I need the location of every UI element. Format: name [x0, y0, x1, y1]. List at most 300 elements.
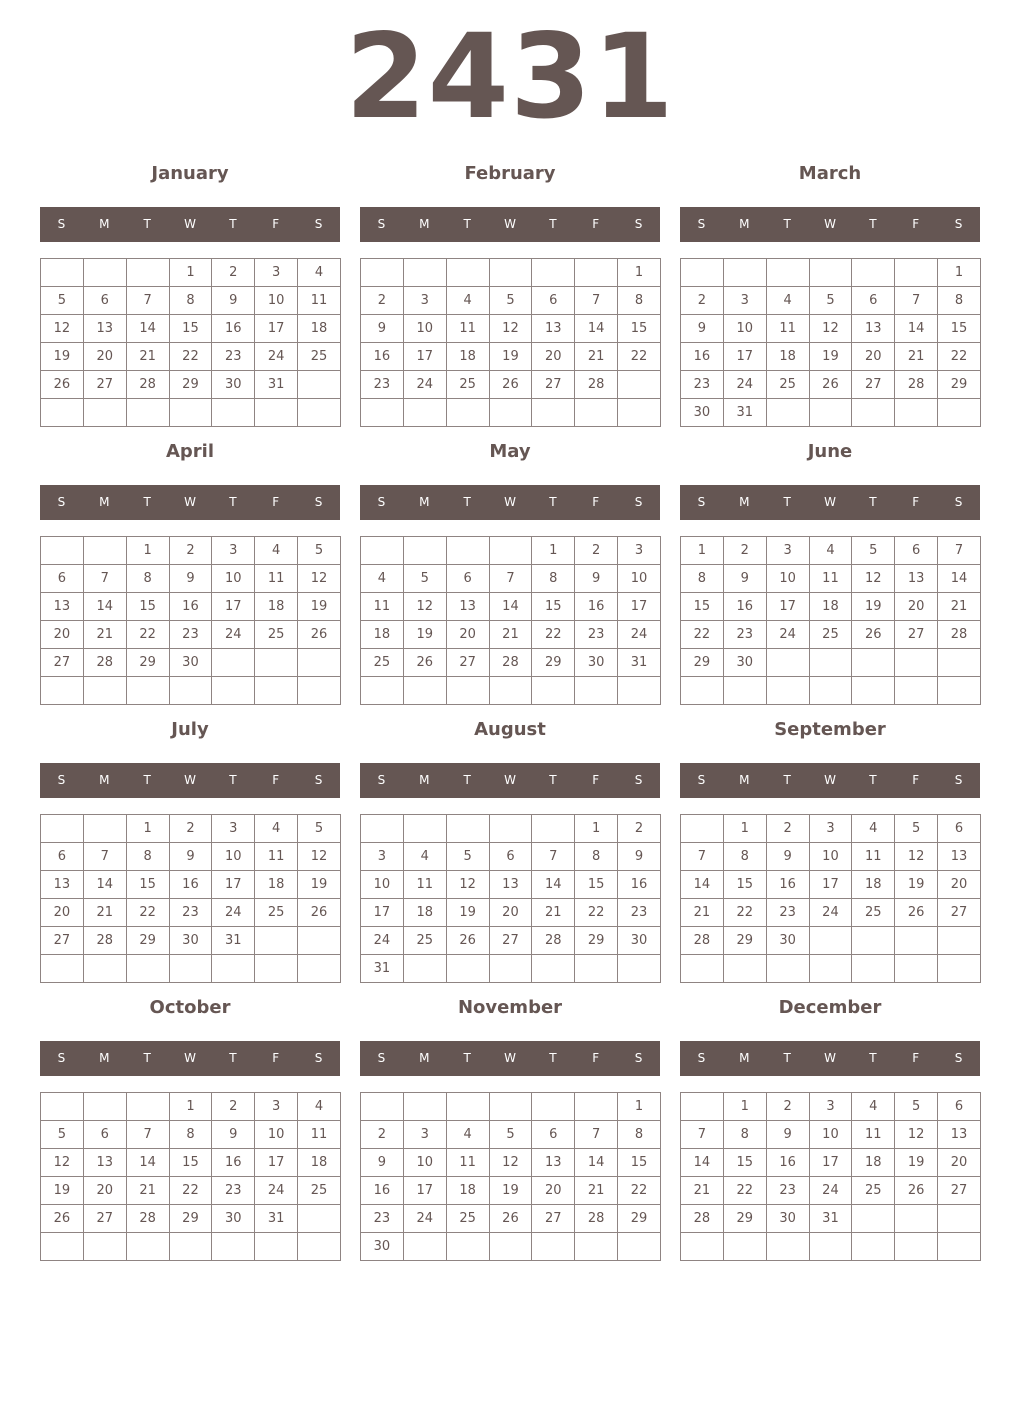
- weekday-label: M: [99, 495, 110, 509]
- day-cell: 17: [255, 1149, 298, 1177]
- day-cell: 28: [126, 371, 169, 399]
- day-cell: 28: [895, 371, 938, 399]
- day-cell: 28: [575, 371, 618, 399]
- day-cell: 5: [41, 287, 84, 315]
- week-row: [41, 649, 341, 677]
- day-cell: 23: [766, 1177, 809, 1205]
- day-cell: [126, 259, 169, 287]
- day-cell: [126, 955, 169, 983]
- weekday-label: S: [377, 217, 386, 231]
- day-cell: 26: [489, 1205, 532, 1233]
- weekday-label: M: [419, 495, 430, 509]
- day-cell: 11: [255, 565, 298, 593]
- day-cell: 28: [532, 927, 575, 955]
- week-row: [681, 871, 981, 899]
- year-title: 2431: [345, 8, 675, 145]
- day-cell: 28: [126, 1205, 169, 1233]
- day-cell: 24: [766, 621, 809, 649]
- day-cell: 11: [298, 1121, 341, 1149]
- weekday-label: S: [634, 217, 643, 231]
- day-cell: [403, 1233, 446, 1261]
- week-row: [41, 1093, 341, 1121]
- day-cell: [298, 927, 341, 955]
- day-cell: 14: [895, 315, 938, 343]
- day-cell: 12: [489, 1149, 532, 1177]
- week-row: [361, 649, 661, 677]
- day-cell: 18: [361, 621, 404, 649]
- day-grid: [680, 814, 981, 983]
- day-cell: [681, 1233, 724, 1261]
- week-row: [41, 537, 341, 565]
- day-cell: [681, 955, 724, 983]
- day-cell: 1: [169, 259, 212, 287]
- week-row: [681, 927, 981, 955]
- day-cell: [723, 1233, 766, 1261]
- day-cell: [212, 649, 255, 677]
- day-cell: 8: [126, 843, 169, 871]
- day-cell: 4: [298, 259, 341, 287]
- day-cell: 22: [938, 343, 981, 371]
- day-cell: 8: [681, 565, 724, 593]
- day-cell: 24: [212, 899, 255, 927]
- day-cell: 10: [809, 843, 852, 871]
- day-cell: 23: [169, 621, 212, 649]
- day-cell: [41, 815, 84, 843]
- day-cell: 20: [446, 621, 489, 649]
- day-cell: [809, 399, 852, 427]
- day-cell: [126, 399, 169, 427]
- day-cell: 30: [766, 1205, 809, 1233]
- day-cell: 10: [723, 315, 766, 343]
- day-cell: 21: [895, 343, 938, 371]
- day-cell: 2: [575, 537, 618, 565]
- day-cell: 7: [575, 1121, 618, 1149]
- day-cell: 14: [681, 1149, 724, 1177]
- month-name: February: [464, 163, 556, 184]
- day-cell: 1: [618, 259, 661, 287]
- weekday-label: T: [143, 773, 151, 787]
- day-cell: 23: [723, 621, 766, 649]
- day-cell: 29: [532, 649, 575, 677]
- day-cell: 30: [169, 649, 212, 677]
- week-row: [681, 1121, 981, 1149]
- day-cell: 18: [852, 1149, 895, 1177]
- day-cell: 14: [126, 1149, 169, 1177]
- day-cell: 2: [618, 815, 661, 843]
- day-cell: 12: [298, 565, 341, 593]
- day-cell: 20: [83, 343, 126, 371]
- week-row: [361, 621, 661, 649]
- day-cell: 1: [723, 1093, 766, 1121]
- day-cell: 15: [618, 1149, 661, 1177]
- day-cell: 25: [446, 1205, 489, 1233]
- day-cell: [212, 1233, 255, 1261]
- day-cell: 8: [126, 565, 169, 593]
- day-grid: [360, 536, 661, 705]
- day-cell: 21: [575, 343, 618, 371]
- day-cell: [852, 1205, 895, 1233]
- day-cell: [618, 677, 661, 705]
- day-cell: 1: [938, 259, 981, 287]
- day-cell: [83, 1233, 126, 1261]
- day-cell: [41, 1093, 84, 1121]
- weekday-label: F: [272, 217, 280, 231]
- week-row: [361, 927, 661, 955]
- weekday-label: S: [314, 495, 323, 509]
- day-cell: 15: [532, 593, 575, 621]
- day-cell: [852, 1233, 895, 1261]
- week-row: [361, 565, 661, 593]
- day-cell: [403, 1093, 446, 1121]
- day-cell: [852, 649, 895, 677]
- day-cell: [532, 259, 575, 287]
- weekday-label: S: [697, 217, 706, 231]
- month-july: [40, 713, 340, 948]
- day-cell: [446, 1233, 489, 1261]
- day-cell: 21: [489, 621, 532, 649]
- day-cell: 31: [255, 1205, 298, 1233]
- day-cell: [489, 399, 532, 427]
- day-cell: 29: [169, 1205, 212, 1233]
- day-cell: 9: [361, 1149, 404, 1177]
- weekday-header: [40, 1041, 340, 1076]
- day-cell: [361, 399, 404, 427]
- day-cell: [766, 649, 809, 677]
- day-cell: 12: [403, 593, 446, 621]
- day-cell: 19: [41, 1177, 84, 1205]
- day-cell: [681, 815, 724, 843]
- day-cell: 19: [895, 1149, 938, 1177]
- day-cell: 3: [212, 815, 255, 843]
- week-row: [361, 899, 661, 927]
- day-cell: 6: [83, 1121, 126, 1149]
- day-cell: 19: [809, 343, 852, 371]
- day-cell: 19: [489, 343, 532, 371]
- month-april: [40, 435, 340, 670]
- day-cell: 11: [446, 1149, 489, 1177]
- day-cell: [938, 399, 981, 427]
- day-cell: [403, 399, 446, 427]
- day-cell: 5: [489, 1121, 532, 1149]
- week-row: [41, 955, 341, 983]
- weekday-label: W: [504, 217, 516, 231]
- week-row: [41, 593, 341, 621]
- day-cell: [255, 1233, 298, 1261]
- day-cell: 31: [212, 927, 255, 955]
- day-cell: 4: [766, 287, 809, 315]
- day-cell: 4: [361, 565, 404, 593]
- day-grid: [40, 814, 341, 983]
- day-cell: 14: [489, 593, 532, 621]
- day-cell: 2: [212, 259, 255, 287]
- day-cell: 15: [618, 315, 661, 343]
- day-cell: 27: [938, 899, 981, 927]
- day-cell: 18: [809, 593, 852, 621]
- day-cell: 31: [361, 955, 404, 983]
- day-cell: 5: [489, 287, 532, 315]
- day-cell: 8: [169, 287, 212, 315]
- weekday-label: S: [954, 773, 963, 787]
- day-cell: [403, 259, 446, 287]
- day-cell: 17: [766, 593, 809, 621]
- week-row: [681, 287, 981, 315]
- day-cell: 9: [169, 843, 212, 871]
- day-cell: [403, 955, 446, 983]
- day-cell: 28: [489, 649, 532, 677]
- weekday-label: W: [504, 495, 516, 509]
- day-cell: 5: [852, 537, 895, 565]
- day-cell: [852, 927, 895, 955]
- day-cell: 17: [618, 593, 661, 621]
- day-cell: 3: [212, 537, 255, 565]
- day-cell: 27: [938, 1177, 981, 1205]
- day-cell: 13: [446, 593, 489, 621]
- day-cell: [489, 815, 532, 843]
- day-cell: 28: [681, 1205, 724, 1233]
- week-row: [681, 955, 981, 983]
- day-cell: 2: [212, 1093, 255, 1121]
- day-cell: 17: [361, 899, 404, 927]
- day-cell: [766, 677, 809, 705]
- week-row: [41, 1233, 341, 1261]
- day-cell: 7: [681, 1121, 724, 1149]
- day-cell: 22: [618, 343, 661, 371]
- weekday-label: T: [229, 773, 237, 787]
- day-cell: [298, 955, 341, 983]
- weekday-label: M: [419, 1051, 430, 1065]
- day-cell: [575, 955, 618, 983]
- day-cell: 21: [83, 621, 126, 649]
- day-cell: [618, 1233, 661, 1261]
- day-cell: 7: [126, 1121, 169, 1149]
- day-cell: 29: [169, 371, 212, 399]
- week-row: [681, 843, 981, 871]
- day-cell: 13: [938, 1121, 981, 1149]
- day-cell: [83, 259, 126, 287]
- day-cell: 27: [852, 371, 895, 399]
- day-cell: 26: [852, 621, 895, 649]
- weekday-label: M: [739, 773, 750, 787]
- day-cell: 30: [575, 649, 618, 677]
- day-cell: 27: [83, 1205, 126, 1233]
- day-cell: 2: [723, 537, 766, 565]
- day-cell: [446, 1093, 489, 1121]
- day-cell: 12: [41, 1149, 84, 1177]
- day-cell: 4: [446, 287, 489, 315]
- week-row: [681, 593, 981, 621]
- day-cell: [255, 399, 298, 427]
- day-cell: 23: [361, 1205, 404, 1233]
- day-cell: 30: [212, 1205, 255, 1233]
- week-row: [361, 371, 661, 399]
- day-cell: 7: [575, 287, 618, 315]
- day-cell: 15: [575, 871, 618, 899]
- day-cell: [895, 1205, 938, 1233]
- weekday-header: [40, 207, 340, 242]
- day-cell: [618, 371, 661, 399]
- day-cell: 22: [723, 1177, 766, 1205]
- day-cell: 21: [938, 593, 981, 621]
- day-cell: [575, 677, 618, 705]
- day-cell: 12: [446, 871, 489, 899]
- day-cell: 20: [938, 871, 981, 899]
- day-cell: 14: [575, 1149, 618, 1177]
- month-name: July: [171, 719, 209, 740]
- month-name: December: [778, 997, 882, 1018]
- weekday-header: [360, 485, 660, 520]
- day-cell: 20: [41, 899, 84, 927]
- day-cell: [83, 537, 126, 565]
- day-cell: 19: [895, 871, 938, 899]
- day-cell: [298, 649, 341, 677]
- day-cell: 22: [532, 621, 575, 649]
- weekday-label: F: [592, 773, 600, 787]
- day-cell: 15: [723, 1149, 766, 1177]
- week-row: [681, 399, 981, 427]
- day-cell: [809, 955, 852, 983]
- day-cell: 18: [446, 343, 489, 371]
- day-cell: 26: [41, 371, 84, 399]
- day-cell: 6: [852, 287, 895, 315]
- day-cell: 3: [403, 287, 446, 315]
- day-cell: 16: [212, 1149, 255, 1177]
- day-cell: 26: [895, 899, 938, 927]
- week-row: [681, 815, 981, 843]
- day-cell: 25: [298, 343, 341, 371]
- day-cell: [489, 955, 532, 983]
- day-cell: 6: [41, 565, 84, 593]
- day-cell: [212, 399, 255, 427]
- day-cell: [83, 815, 126, 843]
- weekday-label: W: [504, 773, 516, 787]
- day-cell: 12: [298, 843, 341, 871]
- day-cell: [766, 259, 809, 287]
- day-cell: 29: [126, 649, 169, 677]
- weekday-label: F: [272, 1051, 280, 1065]
- month-may: [360, 435, 660, 670]
- weekday-label: S: [954, 217, 963, 231]
- week-row: [361, 399, 661, 427]
- week-row: [41, 399, 341, 427]
- day-cell: 27: [895, 621, 938, 649]
- weekday-label: S: [634, 1051, 643, 1065]
- day-cell: 17: [212, 871, 255, 899]
- weekday-label: S: [377, 1051, 386, 1065]
- day-cell: 10: [255, 1121, 298, 1149]
- day-cell: [681, 1093, 724, 1121]
- day-cell: 29: [681, 649, 724, 677]
- week-row: [41, 1205, 341, 1233]
- day-cell: 2: [766, 1093, 809, 1121]
- day-cell: [575, 1093, 618, 1121]
- day-cell: 23: [212, 343, 255, 371]
- day-cell: [852, 955, 895, 983]
- day-cell: [809, 927, 852, 955]
- day-cell: 26: [298, 621, 341, 649]
- day-cell: [403, 677, 446, 705]
- day-cell: 30: [212, 371, 255, 399]
- day-cell: [255, 677, 298, 705]
- day-cell: 19: [489, 1177, 532, 1205]
- day-cell: 30: [766, 927, 809, 955]
- weekday-label: F: [592, 217, 600, 231]
- day-cell: 14: [575, 315, 618, 343]
- weekday-label: T: [463, 217, 471, 231]
- day-cell: 8: [618, 287, 661, 315]
- day-cell: [212, 955, 255, 983]
- week-row: [681, 1177, 981, 1205]
- weekday-label: S: [314, 217, 323, 231]
- week-row: [681, 565, 981, 593]
- day-cell: 7: [532, 843, 575, 871]
- day-cell: 27: [41, 649, 84, 677]
- month-june: [680, 435, 980, 670]
- weekday-label: S: [377, 495, 386, 509]
- day-cell: 11: [446, 315, 489, 343]
- weekday-label: W: [184, 1051, 196, 1065]
- day-cell: 8: [723, 1121, 766, 1149]
- weekday-label: S: [634, 495, 643, 509]
- day-cell: 31: [809, 1205, 852, 1233]
- day-cell: [83, 1093, 126, 1121]
- week-row: [361, 1121, 661, 1149]
- day-cell: [83, 677, 126, 705]
- day-cell: 6: [938, 815, 981, 843]
- weekday-label: S: [697, 1051, 706, 1065]
- day-cell: 10: [403, 315, 446, 343]
- week-row: [681, 649, 981, 677]
- day-cell: [83, 399, 126, 427]
- day-cell: [723, 259, 766, 287]
- day-cell: 20: [532, 343, 575, 371]
- day-cell: [852, 259, 895, 287]
- day-cell: 14: [83, 871, 126, 899]
- month-name: September: [774, 719, 886, 740]
- day-cell: 1: [532, 537, 575, 565]
- day-cell: [895, 955, 938, 983]
- weekday-label: T: [143, 217, 151, 231]
- day-cell: 16: [766, 871, 809, 899]
- week-row: [361, 593, 661, 621]
- day-cell: 16: [766, 1149, 809, 1177]
- day-cell: 25: [766, 371, 809, 399]
- day-cell: [895, 677, 938, 705]
- day-cell: 15: [126, 871, 169, 899]
- day-grid: [40, 536, 341, 705]
- day-cell: 3: [723, 287, 766, 315]
- week-row: [41, 621, 341, 649]
- week-row: [361, 1233, 661, 1261]
- weekday-header: [40, 763, 340, 798]
- day-cell: 4: [852, 815, 895, 843]
- day-cell: 3: [255, 259, 298, 287]
- day-cell: 30: [723, 649, 766, 677]
- week-row: [681, 315, 981, 343]
- day-cell: 26: [41, 1205, 84, 1233]
- week-row: [681, 371, 981, 399]
- weekday-label: M: [419, 773, 430, 787]
- day-cell: [41, 677, 84, 705]
- day-cell: 11: [809, 565, 852, 593]
- weekday-header: [680, 763, 980, 798]
- day-cell: 3: [361, 843, 404, 871]
- week-row: [361, 537, 661, 565]
- weekday-label: T: [783, 495, 791, 509]
- day-cell: 1: [126, 537, 169, 565]
- day-cell: 1: [169, 1093, 212, 1121]
- weekday-label: S: [954, 495, 963, 509]
- day-cell: 3: [809, 815, 852, 843]
